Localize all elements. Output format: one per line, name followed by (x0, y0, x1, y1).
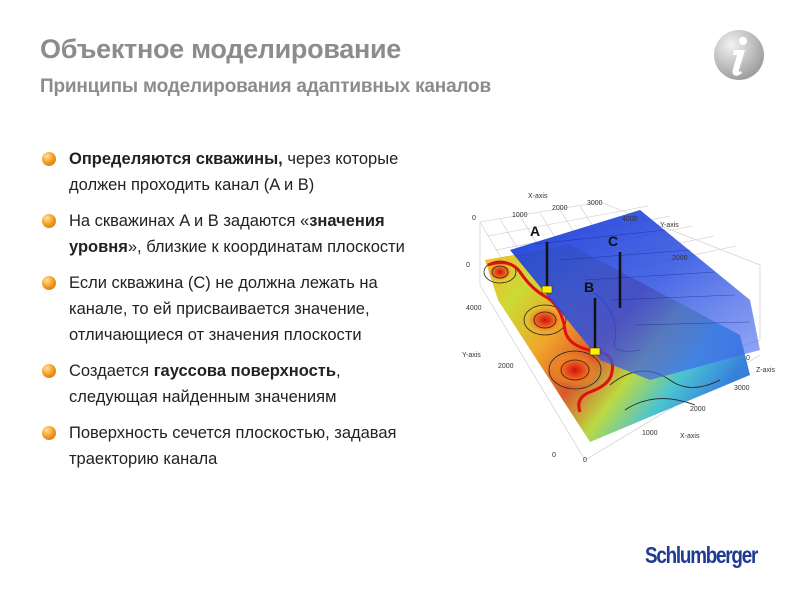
axis-tick: 4000 (622, 216, 638, 223)
axis-title-bottom-x: X-axis (680, 433, 700, 440)
bullet-text-bold: значения уровня (69, 212, 385, 256)
axis-title-left-y: Y-axis (462, 352, 481, 359)
well-label-b: B (584, 279, 595, 295)
bullet-icon (42, 426, 56, 440)
well-label-a: A (530, 223, 541, 239)
well-label-c: C (608, 233, 619, 249)
axis-tick: 2000 (498, 363, 514, 370)
slide-title: Объектное моделирование (40, 34, 402, 64)
bullet-item (38, 270, 433, 348)
bullet-text: На скважинах A и B задаются « (69, 212, 310, 230)
info-icon (712, 28, 766, 82)
bullet-icon (42, 152, 56, 166)
schlumberger-logo: Schlumberger (645, 542, 758, 568)
axis-tick: 3000 (734, 385, 750, 392)
bullet-item (38, 146, 433, 198)
bullet-icon (42, 214, 56, 228)
axis-tick: 3000 (587, 200, 603, 207)
bullet-text-bold: Определяются скважины, (69, 150, 283, 168)
bullet-item (38, 420, 433, 472)
axis-tick: 2000 (672, 255, 688, 262)
axis-tick: 4000 (466, 305, 482, 312)
axis-tick: 0 (583, 457, 587, 464)
axis-tick: 2000 (552, 205, 568, 212)
axis-title-z: Z-axis (756, 367, 776, 374)
bullet-list (38, 146, 433, 482)
bullet-icon (42, 276, 56, 290)
bullet-item (38, 358, 433, 410)
axis-tick: 0 (746, 355, 750, 362)
axis-tick: 1000 (642, 430, 658, 437)
axis-title-top-y: Y-axis (660, 222, 679, 229)
bullet-text: Поверхность сечется плоскостью, задавая траекторию канала (69, 424, 397, 468)
axis-tick: 1000 (512, 212, 528, 219)
bullet-icon (42, 364, 56, 378)
axis-tick: 0 (552, 452, 556, 459)
surface-peak (553, 353, 597, 387)
bullet-text: Если скважина (C) не должна лежать на канале, то ей присваивается значение, отличающиеся от значения плоскости (69, 274, 378, 344)
axis-tick: 0 (472, 215, 476, 222)
bullet-text-bold: гауссова поверхность (153, 362, 337, 380)
bullet-item (38, 208, 433, 260)
slide-subtitle: Принципы моделирования адаптивных каналов (40, 76, 491, 97)
bullet-text: , следующая найденным значениям (69, 362, 341, 406)
axis-tick: 2000 (690, 406, 706, 413)
bullet-text: через которые должен проходить канал (A и B) (69, 150, 399, 194)
axis-tick: 0 (466, 262, 470, 269)
bullet-text: Создается (69, 362, 154, 380)
bullet-text: », близкие к координатам плоскости (127, 238, 405, 256)
surface-3d-figure (440, 180, 790, 480)
axis-title-top-x: X-axis (528, 193, 548, 200)
